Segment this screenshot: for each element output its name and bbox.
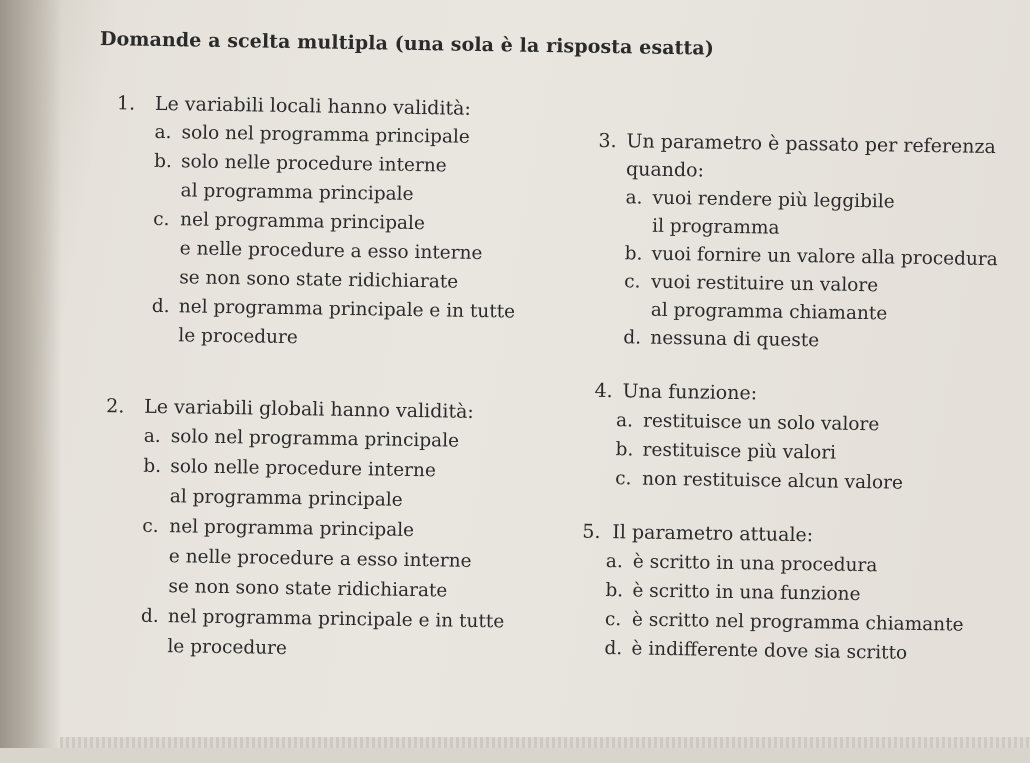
option-text: è scritto in una procedura [632, 551, 878, 577]
option-text: nessuna di queste [650, 327, 820, 352]
option-letter: b. [624, 243, 643, 265]
question-1-option-a [154, 122, 470, 148]
option-letter: b. [615, 439, 634, 461]
question-3-option-a [625, 187, 894, 212]
question-4-text: Una funzione: [622, 380, 758, 405]
option-text: solo nelle procedure interne [180, 151, 447, 177]
option-text: non restituisce alcun valore [642, 468, 904, 494]
option-text: vuoi fornire un valore alla procedura [651, 243, 998, 271]
question-3-option-c [624, 271, 878, 296]
option-text: è scritto nel programma chiamante [631, 609, 964, 636]
option-text: è indifferente dove sia scritto [631, 638, 908, 664]
option-letter: d. [151, 295, 170, 318]
option-letter: b. [605, 580, 624, 602]
option-text: solo nel programma principale [170, 426, 460, 452]
question-3-number: 3. [598, 129, 617, 153]
question-2-option-b-continued: al programma principale [169, 486, 403, 511]
question-1-number: 1. [116, 92, 136, 115]
question-1-option-b-continued: al programma principale [180, 180, 414, 205]
question-4-option-c [615, 468, 903, 494]
question-1-text: Le variabili locali hanno validità: [154, 92, 472, 120]
option-letter: c. [604, 609, 622, 631]
section-title: Domande a scelta multipla (una sola è la risposta esatta) [99, 28, 715, 60]
question-1-option-b [154, 151, 447, 177]
option-letter: a. [143, 425, 161, 448]
question-5-number: 5. [582, 520, 601, 543]
option-text: solo nelle procedure interne [170, 456, 437, 482]
question-1-option-c [153, 209, 425, 234]
option-text: restituisce più valori [642, 439, 837, 464]
question-3-text: Un parametro è passato per referenza [626, 130, 997, 159]
option-letter: d. [140, 605, 159, 627]
question-5-option-b [605, 580, 860, 605]
question-3-option-d [623, 327, 819, 351]
question-4-number: 4. [594, 379, 613, 403]
question-1-option-d-continued: le procedure [178, 325, 298, 349]
question-2-text: Le variabili globali hanno validità: [144, 395, 474, 423]
option-letter: c. [153, 208, 170, 231]
option-letter: c. [624, 271, 641, 293]
option-letter: b. [143, 455, 162, 478]
question-4-option-b [615, 439, 836, 463]
option-text: solo nel programma principale [181, 122, 470, 148]
question-1-option-d [152, 296, 516, 323]
question-2-number: 2. [106, 395, 125, 418]
question-3-option-c-continued: al programma chiamante [650, 299, 888, 325]
question-3-option-b [625, 243, 998, 270]
option-letter: d. [623, 327, 642, 349]
option-text: nel programma principale [180, 209, 426, 235]
question-4-option-a [616, 410, 880, 435]
option-letter: a. [605, 551, 623, 573]
question-2-option-c-continued: e nelle procedure a esso interne [168, 546, 472, 572]
option-text: nel programma principale e in tutte [178, 296, 516, 323]
question-3-option-a-continued: il programma [651, 215, 780, 239]
option-text: è scritto in una funzione [632, 580, 861, 606]
option-letter: a. [615, 410, 634, 432]
option-letter: c. [615, 468, 632, 490]
option-text: restituisce un solo valore [642, 410, 880, 436]
option-letter: a. [625, 187, 643, 209]
question-2-option-a [144, 426, 460, 452]
option-text: vuoi restituire un valore [651, 271, 879, 297]
question-2-option-d [141, 606, 505, 633]
option-text: nel programma principale [169, 516, 415, 541]
option-letter: b. [153, 150, 172, 173]
question-1-option-c-continued: e nelle procedure a esso interne [179, 238, 483, 265]
question-2-option-d-continued: le procedure [167, 636, 288, 660]
option-letter: a. [154, 121, 172, 144]
question-2-option-c [142, 516, 414, 541]
question-3-text-continued: quando: [625, 158, 705, 182]
question-5-option-d [604, 638, 907, 664]
question-2-option-c-continued: se non sono state ridichiarate [168, 576, 448, 602]
question-5-option-a [606, 551, 878, 576]
question-5-text: Il parametro attuale: [612, 521, 814, 547]
option-text: nel programma principale e in tutte [167, 606, 505, 633]
question-2-option-b [143, 456, 436, 482]
option-text: vuoi rendere più leggibile [652, 187, 895, 213]
question-5-option-c [605, 609, 964, 636]
option-letter: d. [604, 638, 623, 660]
option-letter: c. [142, 515, 159, 537]
question-1-option-c-continued: se non sono state ridichiarate [179, 267, 459, 293]
